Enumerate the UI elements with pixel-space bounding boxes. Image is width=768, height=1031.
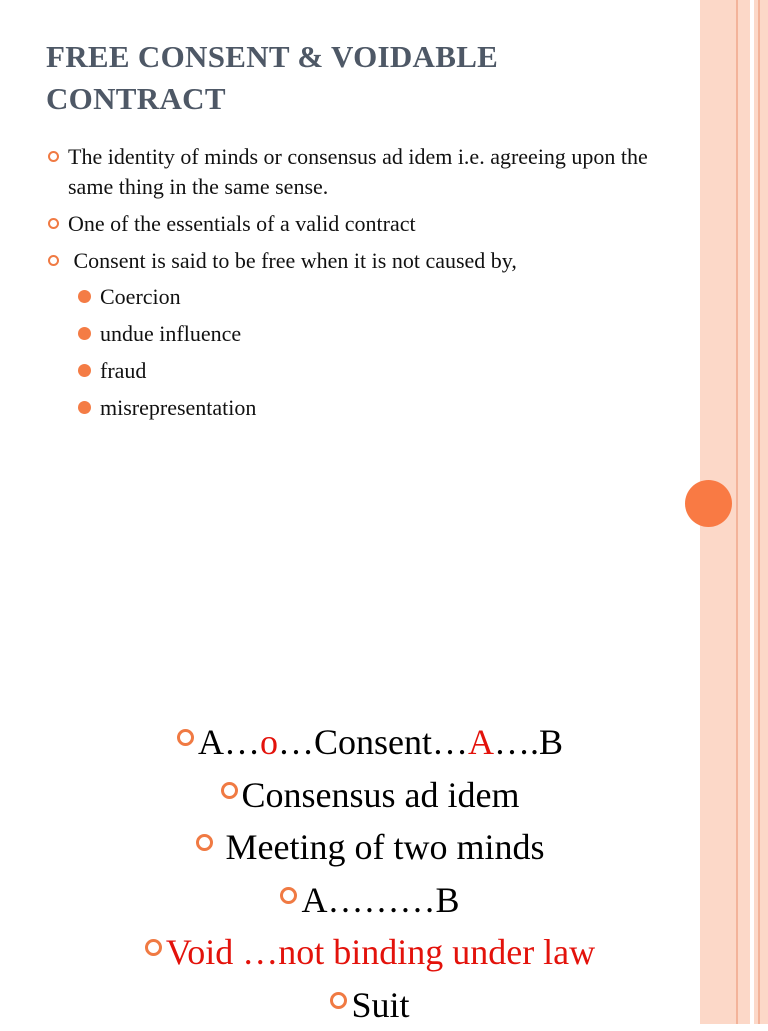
centered-note — [0, 769, 740, 822]
band-stripe — [750, 0, 754, 1024]
centered-note — [0, 926, 740, 979]
dot-bullet-icon — [78, 401, 91, 414]
slide-title — [46, 36, 666, 120]
sub-bullet-item — [78, 282, 638, 312]
ring-bullet-icon — [221, 782, 238, 799]
decorative-circle — [685, 480, 732, 527]
sub-bullet-list — [78, 282, 638, 430]
ring-bullet-icon — [177, 729, 194, 746]
bullet-item — [46, 209, 666, 239]
sub-bullet-text: fraud — [100, 358, 146, 383]
bullet-text: The identity of minds or consensus ad idem i.e. agreeing upon the same thing in the same sense. — [68, 144, 648, 199]
sub-bullet-text: Coercion — [100, 284, 181, 309]
sub-bullet-item — [78, 393, 638, 423]
dot-bullet-icon — [78, 290, 91, 303]
main-bullet-list — [46, 142, 666, 283]
ring-bullet-icon — [330, 992, 347, 1009]
band-stripe — [758, 0, 760, 1024]
note-highlight: A — [468, 722, 494, 762]
note-text: Meeting of two minds — [217, 827, 545, 867]
note-text: …Consent… — [278, 722, 468, 762]
note-highlight: o — [260, 722, 278, 762]
bullet-item — [46, 142, 666, 202]
ring-bullet-icon — [280, 887, 297, 904]
note-text: ….B — [494, 722, 563, 762]
note-text: Consensus ad idem — [242, 775, 520, 815]
sub-bullet-text: undue influence — [100, 321, 241, 346]
bullet-text: Consent is said to be free when it is not caused by, — [68, 248, 517, 273]
bullet-item — [46, 246, 666, 276]
sub-bullet-item — [78, 319, 638, 349]
centered-note — [0, 716, 740, 769]
ring-bullet-icon — [48, 151, 59, 162]
note-text: A………B — [301, 880, 459, 920]
sub-bullet-text: misrepresentation — [100, 395, 256, 420]
title-line-2: CONTRACT — [46, 81, 226, 116]
dot-bullet-icon — [78, 364, 91, 377]
centered-note — [0, 821, 740, 874]
centered-note — [0, 874, 740, 927]
bullet-text: One of the essentials of a valid contract — [68, 211, 416, 236]
note-text: A… — [198, 722, 260, 762]
dot-bullet-icon — [78, 327, 91, 340]
ring-bullet-icon — [196, 834, 213, 851]
note-text: Suit — [351, 985, 409, 1025]
centered-note — [0, 979, 740, 1031]
ring-bullet-icon — [48, 218, 59, 229]
ring-bullet-icon — [48, 255, 59, 266]
centered-notes-list — [0, 716, 740, 1031]
sub-bullet-item — [78, 356, 638, 386]
note-highlight: Void …not binding under law — [166, 932, 595, 972]
title-line-1: FREE CONSENT & VOIDABLE — [46, 39, 498, 74]
ring-bullet-icon — [145, 939, 162, 956]
